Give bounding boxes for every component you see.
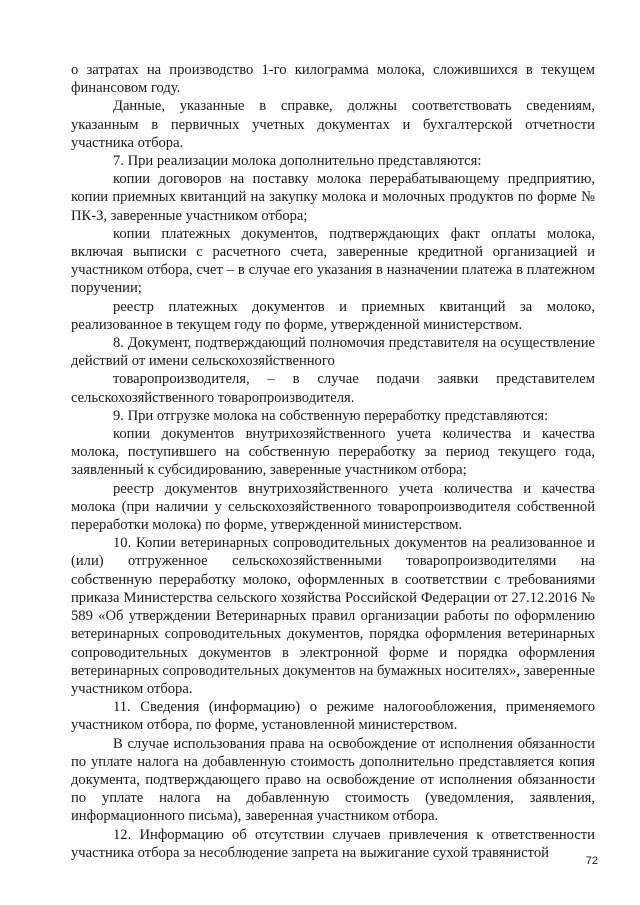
paragraph-item-11-vat-exemption: В случае использования права на освобождение от исполнения обязанности по уплате налога на добавленную стоимость дополнительно представляется копия документа, подтверждающего право на освобождение от исполнения обязанности по уплате налога на добавленную стоимость (уведомления, заявления, информационного письма), заверенная участником отбора.: [71, 735, 595, 825]
paragraph-item-8: 8. Документ, подтверждающий полномочия представителя на осуществление действий от имени сельскохозяйственного: [71, 335, 595, 370]
paragraph-item-12: 12. Информацию об отсутствии случаев привлечения к ответственности участника отбора за несоблюдение запрета на выжигание сухой травянистой: [71, 826, 595, 861]
paragraph-item-9-copies: копии документов внутрихозяйственного учета количества и качества молока, поступившего на собственную переработку за период текущего года, заявленный к субсидированию, заверенные участником отбора;: [71, 426, 595, 479]
paragraph-item-7-payments: копии платежных документов, подтверждающих факт оплаты молока, включая выписки с расчетного счета, заверенные кредитной организацией и участником отбора, счет – в случае его указания в назначении платежа в платежном поручении;: [71, 225, 595, 297]
paragraph-item-8-continuation: товаропроизводителя, – в случае подачи заявки представителем сельскохозяйственного товаропроизводителя.: [71, 371, 595, 406]
paragraph-item-7-contracts: копии договоров на поставку молока перерабатывающему предприятию, копии приемных квитанций на закупку молока и молочных продуктов по форме № ПК-3, заверенные участником отбора;: [71, 171, 595, 224]
paragraph-continuation-costs: о затратах на производство 1-го килограмма молока, сложившихся в текущем финансовом году.: [71, 62, 595, 97]
paragraph-data-consistency: Данные, указанные в справке, должны соответствовать сведениям, указанным в первичных учетных документах и бухгалтерской отчетности участника отбора.: [71, 98, 595, 151]
paragraph-item-10: 10. Копии ветеринарных сопроводительных документов на реализованное и (или) отгруженное сельскохозяйственными товаропроизводителями на собственную переработку молоко, оформленных в соответствии с требованиями приказа Министерства сельского хозяйства Российской Федерации от 27.12.2016 № 589 «Об утверждении Ветеринарных правил организации работы по оформлению ветеринарных сопроводительных документов, порядка оформления ветеринарных сопроводительных документов в электронной форме и порядка оформления ветеринарных сопроводительных документов на бумажных носителях», заверенные участником отбора.: [71, 535, 595, 697]
paragraph-item-9-registry: реестр документов внутрихозяйственного учета количества и качества молока (при наличии у сельскохозяйственного товаропроизводителя собственной переработки молока) по форме, утвержденной министерством.: [71, 480, 595, 534]
paragraph-item-7-registry: реестр платежных документов и приемных квитанций за молоко, реализованное в текущем году по форме, утвержденной министерством.: [71, 298, 595, 333]
paragraph-item-7-heading: 7. При реализации молока дополнительно представляются:: [113, 153, 482, 170]
paragraph-item-9-heading: 9. При отгрузке молока на собственную переработку представляются:: [113, 407, 549, 424]
page-number: 72: [585, 855, 598, 867]
document-body: [71, 61, 595, 862]
paragraph-item-11: 11. Сведения (информацию) о режиме налогообложения, применяемого участником отбора, по форме, установленной министерством.: [71, 699, 595, 734]
